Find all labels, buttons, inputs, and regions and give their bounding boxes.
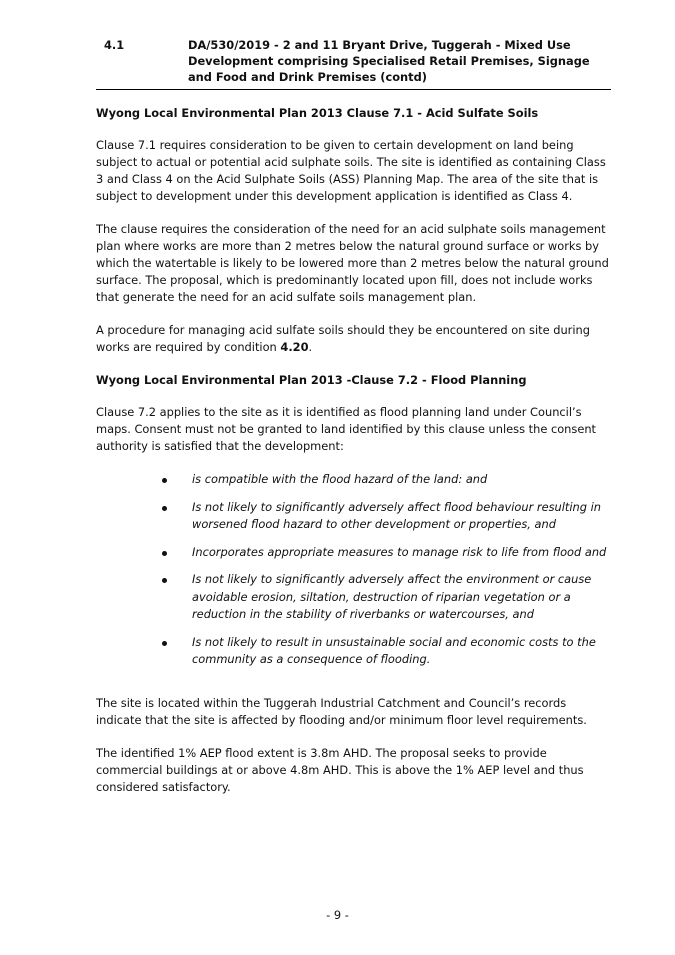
condition-reference: 4.20 bbox=[280, 340, 309, 354]
list-item bbox=[96, 571, 611, 624]
bullet-icon bbox=[162, 506, 167, 511]
item-number: 4.1 bbox=[104, 38, 125, 52]
paragraph-condition bbox=[96, 322, 611, 356]
list-item-text: Is not likely to result in unsustainable social and economic costs to the community as a consequence of flooding. bbox=[192, 634, 596, 666]
bullet-icon bbox=[162, 551, 167, 556]
bullet-icon bbox=[162, 578, 167, 583]
list-item bbox=[96, 544, 611, 562]
page-number: - 9 - bbox=[326, 908, 349, 922]
paragraph: Clause 7.1 requires consideration to be given to certain development on land being subject to actual or potential acid sulphate soils. The site is identified as containing Class 3 and Class 4 on the Acid Sulphate Soils (ASS) Planning Map. The area of the site that is subject to development under this development application is identified as Class 4. bbox=[96, 138, 606, 203]
list-item bbox=[96, 499, 611, 534]
bullet-icon bbox=[162, 478, 167, 483]
paragraph: The identified 1% AEP flood extent is 3.8m AHD. The proposal seeks to provide commercial buildings at or above 4.8m AHD. This is above the 1% AEP level and thus considered satisfactory. bbox=[96, 745, 584, 794]
report-title: DA/530/2019 - 2 and 11 Bryant Drive, Tuggerah - Mixed Use Development comprising Specialised Retail Premises, Signage and Food and Drink Premises (contd) bbox=[188, 38, 590, 84]
report-header bbox=[96, 37, 611, 90]
list-item bbox=[96, 634, 611, 669]
list-item-text: Is not likely to significantly adversely affect flood behaviour resulting in worsened flood hazard to other development or properties, and bbox=[192, 499, 601, 531]
list-item-text: Incorporates appropriate measures to manage risk to life from flood and bbox=[192, 544, 607, 559]
bullet-icon bbox=[162, 641, 167, 646]
paragraph: The clause requires the consideration of the need for an acid sulphate soils management plan where works are more than 2 metres below the natural ground surface or works by which the watertable is likely to be lowered more than 2 metres below the natural ground surface. The proposal, which is predominantly located upon fill, does not include works that generate the need for an acid sulfate soils management plan. bbox=[96, 222, 609, 304]
list-item bbox=[96, 471, 611, 489]
section-heading-flood-planning: Wyong Local Environmental Plan 2013 -Clause 7.2 - Flood Planning bbox=[96, 373, 527, 387]
list-item-text: Is not likely to significantly adversely affect the environment or cause avoidable erosion, siltation, destruction of riparian vegetation or a reduction in the stability of riverbanks or watercourses, and bbox=[192, 572, 592, 621]
criteria-list bbox=[96, 471, 611, 669]
document-body bbox=[96, 105, 611, 812]
paragraph-end: . bbox=[308, 340, 313, 354]
list-item-text: is compatible with the flood hazard of the land: and bbox=[192, 472, 488, 486]
paragraph: The site is located within the Tuggerah Industrial Catchment and Council’s records indicate that the site is affected by flooding and/or minimum floor level requirements. bbox=[96, 695, 587, 727]
header-row bbox=[96, 37, 611, 85]
paragraph-text: A procedure for managing acid sulfate soils should they be encountered on site during works are required by condition bbox=[96, 323, 590, 354]
paragraph: Clause 7.2 applies to the site as it is identified as flood planning land under Council’s maps. Consent must not be granted to land identified by this clause unless the consent authority is satisfied that the development: bbox=[96, 405, 597, 453]
section-heading-acid-sulfate-soils: Wyong Local Environmental Plan 2013 Clause 7.1 - Acid Sulfate Soils bbox=[96, 106, 539, 120]
